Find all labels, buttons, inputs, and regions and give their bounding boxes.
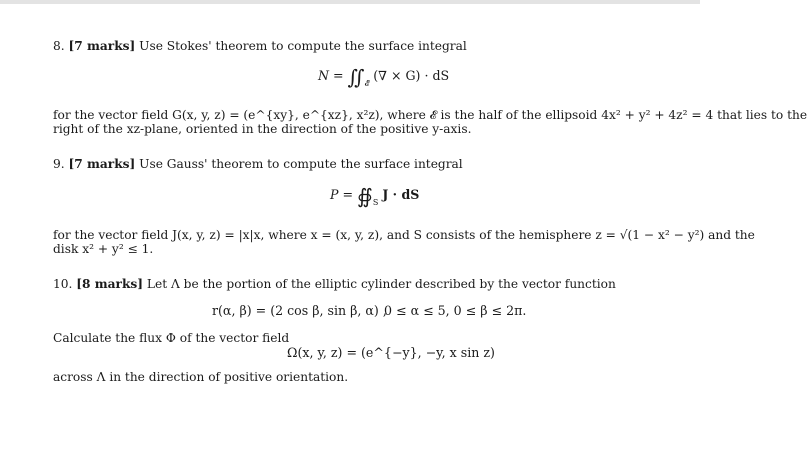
q9-text: Use Gauss' theorem to compute the surface integral — [139, 157, 463, 171]
q9-number: 9. — [53, 157, 65, 171]
q9-formula — [330, 184, 420, 211]
q8-formula-body: (∇ × G) · dS — [373, 68, 450, 83]
q8-heading — [53, 39, 467, 53]
q10-text: Let Λ be the portion of the elliptic cylinder described by the vector function — [146, 277, 616, 291]
q10-number: 10. — [53, 277, 73, 291]
q10-calc: Calculate the flux Φ of the vector field — [53, 331, 290, 345]
q9-formula-body: J · dS — [382, 187, 420, 202]
q8-text: Use Stokes' theorem to compute the surface integral — [139, 39, 467, 53]
q9-heading — [53, 157, 463, 171]
q8-formula — [318, 65, 450, 92]
q8-line2: for the vector field G(x, y, z) = (e^{xy}, e^{xz}, x²z), where 𝓔 is the half of the ellipsoid 4x² + y² + 4z² = 4 that lies to the — [53, 108, 807, 122]
q9-formula-domain: S — [372, 198, 379, 207]
double-integral-icon: ∬ — [347, 65, 365, 89]
q8-marks: [7 marks] — [68, 39, 136, 53]
q8-number: 8. — [53, 39, 65, 53]
q9-line2: for the vector field J(x, y, z) = |x|x, where x = (x, y, z), and S consists of the hemisphere z = √(1 − x² − y²) and the — [53, 228, 755, 242]
q10-across: across Λ in the direction of positive orientation. — [53, 370, 349, 384]
q10-marks: [8 marks] — [76, 277, 144, 291]
q10-field: Ω(x, y, z) = (e^{−y}, −y, x sin z) — [287, 345, 495, 360]
closed-surface-integral-icon: ∯ — [357, 184, 373, 208]
q8-line3: right of the xz-plane, oriented in the direction of the positive y-axis. — [53, 122, 472, 136]
q9-formula-lhs: P = — [330, 187, 354, 202]
q8-formula-domain: 𝓔 — [364, 79, 370, 88]
q9-line3: disk x² + y² ≤ 1. — [53, 242, 154, 256]
q9-marks: [7 marks] — [68, 157, 136, 171]
q10-param-eq: r(α, β) = (2 cos β, sin β, α) , — [212, 303, 387, 318]
q10-heading — [53, 277, 616, 291]
q8-formula-lhs: N = — [318, 68, 344, 83]
q10-param — [212, 303, 387, 319]
q10-range: 0 ≤ α ≤ 5, 0 ≤ β ≤ 2π. — [384, 303, 527, 318]
top-border — [0, 0, 700, 4]
